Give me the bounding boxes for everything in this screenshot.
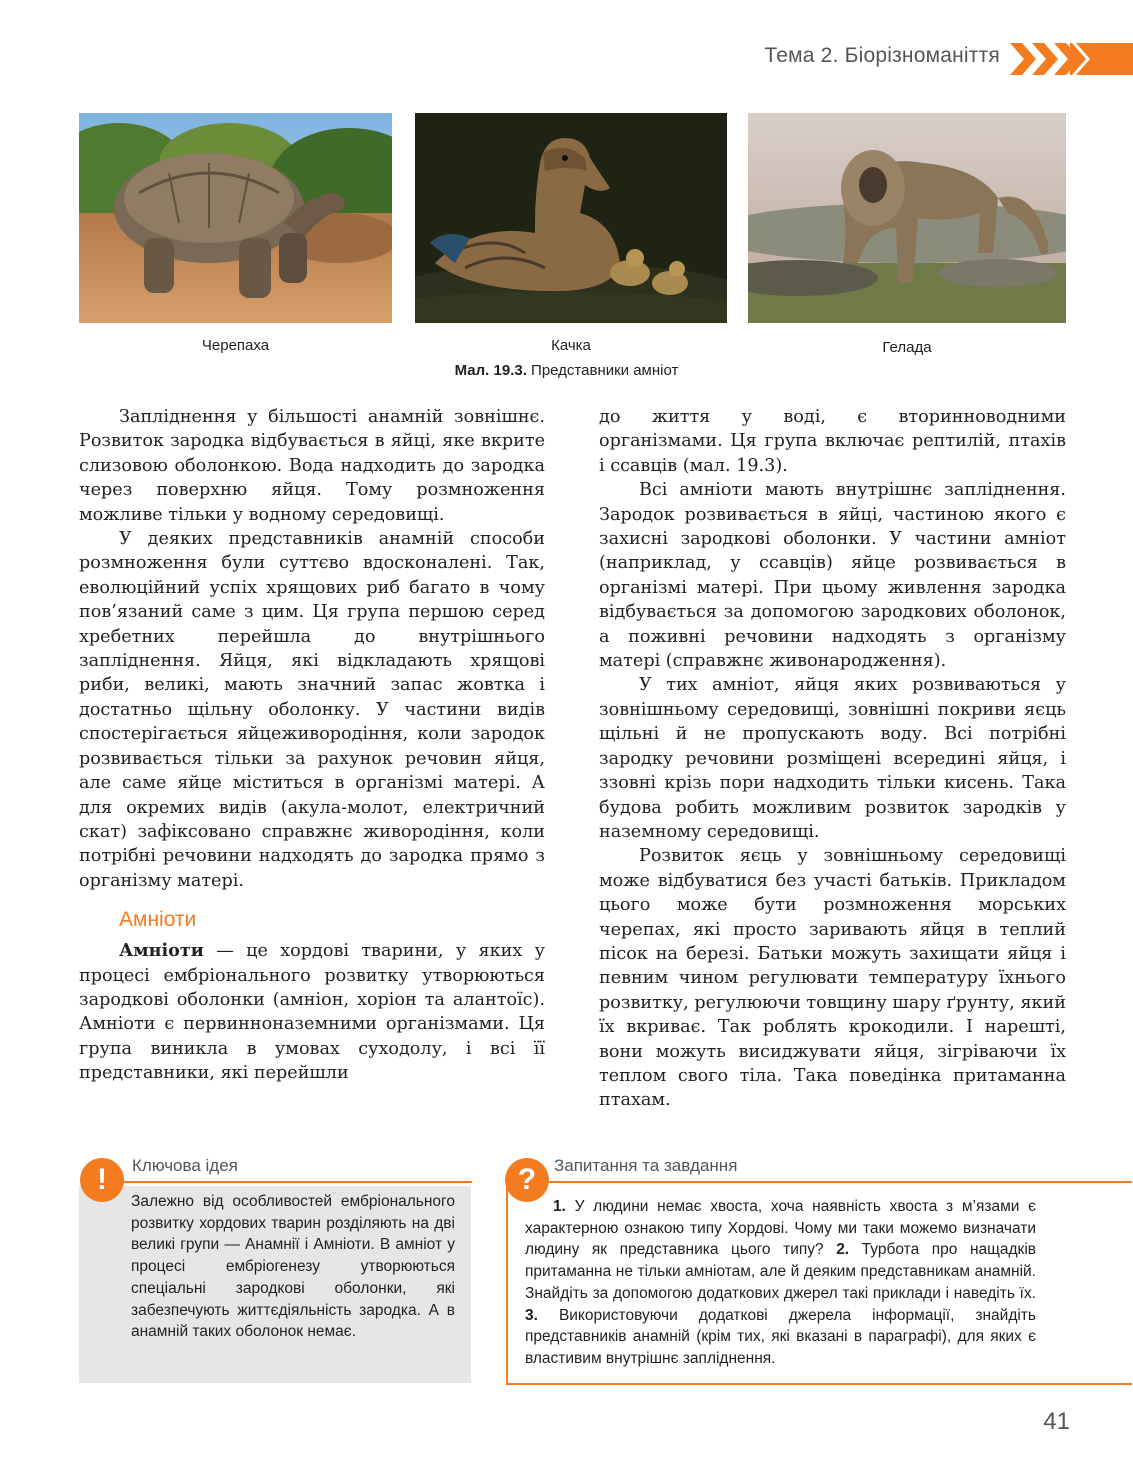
question-number: 1. [553,1198,566,1215]
paragraph: Запліднення у більшості анамній зовнішнє. Розвиток зародка відбувається в яйці, яке вкрите слизовою оболонкою. Вода надходить до зародка через поверхню яйця. Тому розмноження можливе тільки у водному середовищі. [79,407,545,525]
paragraph: У деяких представників анамній способи розмноження були суттєво вдосконалені. Так, еволюційний успіх хрящових риб багато в чому пов’язаний саме з цим. Ця група першою серед хребетних перейшла до внутрішнього запліднення. Яйця, які відкладають хрящові риби, великі, мають значний запас жовтка і достатньо щільну оболонку. У частини видів спостерігається яйцеживородіння, коли зародок розвивається тільки за рахунок речовин яйця, але саме яйце міститься в організмі матері. А для окремих видів (акула-молот, електричний скат) зафіксовано справжнє живородіння, коли потрібні речовини надходять до зародка прямо з організму матері. [79,529,545,891]
question-text: У людини немає хвоста, хоча наявність хвоста з м’язами є характерною ознакою типу Хордові. Чому ми таки можемо визначати людину як представника цього типу? [525,1198,1036,1259]
duck-caption: Качка [551,337,591,354]
key-idea-title: Ключова ідея [132,1156,238,1175]
tortoise-photo [79,113,392,323]
questions-title: Запитання та завдання [554,1156,738,1175]
paragraph: Розвиток яєць у зовнішньому середовищі може відбуватися без участі батьків. Прикладом цього може бути розмноження морських черепах, які просто заривають яйця в теплий пісок на березі. Батьки можуть захищати яйця і певним чином регулювати температуру їхнього розвитку, регулюючи товщину шару ґрунту, який їх вкриває. Так роблять крокодили. І нарешті, вони можуть висиджувати яйця, зігріваючи їх теплом свого тіла. Така поведінка притаманна птахам. [599,846,1066,1111]
chevron-arrows-icon [1010,43,1133,75]
gelada-caption: Гелада [882,339,932,356]
gelada-photo [748,113,1066,323]
question-text: Використовуючи додаткові джерела інформації, знайдіть представників анамній (крім тих, які вказані в параграфі), для яких є властивим внутрішнє запліднення. [525,1306,1036,1367]
tortoise-caption: Черепаха [201,337,270,354]
questions-text [525,1196,1036,1370]
key-idea-text: Залежно від особливостей ембріонального розвитку хордових тварин розділяють на дві великі групи — Анамнії і Амніоти. В амніот у процесі ембріогенезу утворюються спеціальні зародкові оболонки, які забезпечують життєдіяльність зародка. А в анамній таких оболонок немає. [131,1193,455,1341]
question-text: Турбота про нащадків притаманна не тільки амніотам, але й деяким представникам анамній. Знайдіть за допомогою додаткових джерел такі приклади і наведіть їх. [525,1241,1036,1302]
term: Амніоти [119,940,204,962]
duck-photo [415,113,727,323]
topic-title: Тема 2. Біорізноманіття [764,44,1000,67]
paragraph: У тих амніот, яйця яких розвиваються у зовнішньому середовищі, зовнішні покриви яєць щільні й не пропускають воду. Всі потрібні зародку речовини розміщені всередині яйця, і ззовні крізь пори надходить тільки кисень. Така будова робить можливим розвиток зародків у наземному середовищі. [599,675,1066,842]
paragraph [79,939,545,1085]
question-number: 2. [836,1241,850,1259]
figure-number: Мал. 19.3. [454,362,527,379]
paragraph: Всі амніоти мають внутрішнє запліднення. Зародок розвивається в яйці, частиною якого є захисні зародкові оболонки. У частини амніот (наприклад, у ссавців) яйце розвивається в організмі матері. При цьому живлення зародка відбувається за допомогою зародкових оболонок, а поживні речовини надходять з організму матері (справжнє живонародження). [599,480,1066,672]
exclamation-icon: ! [80,1158,124,1202]
left-column [79,405,545,1086]
right-column [599,405,1066,1113]
page-number: 41 [1043,1408,1070,1435]
question-mark-icon: ? [505,1158,549,1202]
key-idea-rule [100,1181,472,1183]
section-heading: Амніоти [119,908,197,932]
figure-caption-text: Представники амніот [526,362,679,379]
figure-caption [0,362,1133,379]
definition-text: — це хордові тварини, у яких у процесі ембріонального розвитку утворюються зародкові оболонки (амніон, хоріон та алантоїс). Амніоти є первинноназемними організмами. Ця група виникла в умовах суходолу, і всі її представники, які перейшли [79,941,545,1084]
paragraph: до життя у воді, є вторинноводними організмами. Ця група включає рептилій, птахів і ссавців (мал. 19.3). [599,407,1066,476]
question-number: 3. [525,1306,538,1324]
